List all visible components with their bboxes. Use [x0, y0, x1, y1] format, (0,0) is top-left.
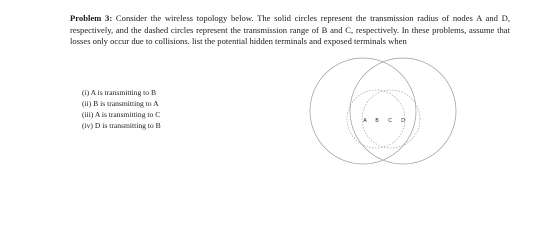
case-item-1: (i) A is transmitting to B	[82, 88, 157, 97]
problem-statement	[70, 13, 510, 48]
case-item-3: (iii) A is transmitting to C	[82, 110, 161, 119]
range-circle-d	[350, 58, 456, 164]
node-label-c: C	[388, 118, 392, 124]
case-item-2: (ii) B is transmitting to A	[82, 99, 159, 108]
problem-body: Consider the wireless topology below. The solid circles represent the transmission radius of nodes A and D, respectively, and the dashed circles represent the transmission range of B and C, respectively. In these problems, assume that losses only occur due to collisions. list the potential hidden terminals and exposed terminals when	[70, 13, 511, 47]
node-label-d: D	[401, 118, 405, 124]
node-label-b: B	[375, 118, 379, 124]
case-item-4: (iv) D is transmitting to B	[82, 121, 161, 130]
problem-label: Problem 3:	[70, 13, 113, 23]
wireless-topology-diagram	[308, 44, 458, 170]
node-label-a: A	[363, 118, 367, 124]
case-list	[82, 87, 161, 131]
